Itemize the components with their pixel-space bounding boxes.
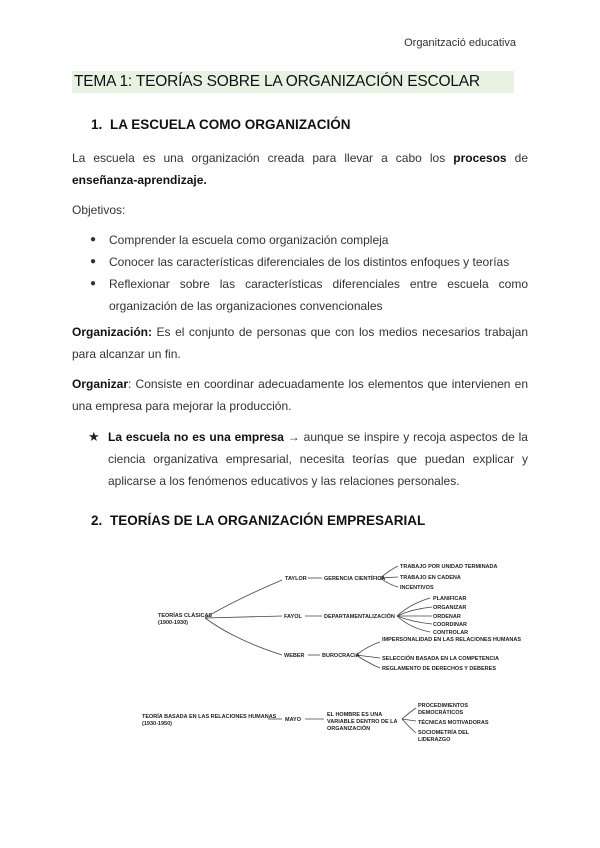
fayol-item: COORDINAR	[433, 622, 467, 628]
concept-gerencia: GERENCIA CIENTÍFICA	[324, 576, 386, 582]
author-mayo: MAYO	[285, 717, 301, 723]
classical-root-line1: TEORÍAS CLÁSICAS	[158, 613, 213, 619]
organizacion-term: Organización:	[72, 325, 153, 339]
organizacion-text: Es el conjunto de personas que con los medios necesarios trabajan para alcanzar un fin.	[72, 325, 528, 361]
weber-item: SELECCIÓN BASADA EN LA COMPETENCIA	[382, 656, 499, 662]
section-2-number: 2.	[91, 513, 103, 528]
author-fayol: FAYOL	[284, 614, 302, 620]
section-1-title: LA ESCUELA COMO ORGANIZACIÓN	[110, 117, 351, 132]
mayo-item: SOCIOMETRÍA DEL	[418, 730, 470, 736]
classical-root-line2: (1900-1930)	[158, 620, 188, 626]
intro-bold: procesos	[453, 151, 507, 165]
intro-bold-2: enseñanza-aprendizaje.	[72, 173, 207, 187]
document-header-label: Organització educativa	[404, 37, 516, 49]
fayol-item: PLANIFICAR	[433, 596, 467, 602]
bullet-icon: ●	[90, 234, 97, 245]
mayo-concept-line3: ORGANIZACIÓN	[327, 726, 371, 732]
list-item: ● Conocer las características diferenciales de los distintos enfoques y teorías	[90, 251, 528, 273]
taylor-item: TRABAJO POR UNIDAD TERMINADA	[400, 564, 498, 570]
author-taylor: TAYLOR	[285, 576, 307, 582]
bullet-icon: ●	[90, 278, 97, 289]
organizar-term: Organizar	[72, 377, 129, 391]
mayo-concept-line2: VARIABLE DENTRO DE LA	[327, 719, 398, 725]
concept-burocracia: BUROCRACIA	[322, 653, 360, 659]
bullet-icon: ●	[90, 256, 97, 267]
intro-text: La escuela es una organización creada para llevar a cabo los	[72, 151, 446, 165]
star-bold: La escuela no es una empresa	[108, 430, 284, 444]
fayol-item: ORDENAR	[433, 614, 461, 620]
relations-root-line2: (1930-1950)	[142, 721, 172, 727]
taylor-item: TRABAJO EN CADENA	[400, 575, 461, 581]
mayo-concept-line1: EL HOMBRE ES UNA	[327, 712, 383, 718]
intro-mid: de	[514, 151, 529, 165]
star-text: aunque se inspire y recoja aspectos de la ciencia organizativa empresarial, necesita teorías que puedan explicar y aplicarse a los fenómenos educativos y las relaciones personales.	[108, 430, 528, 488]
arrow-icon: →	[287, 430, 300, 444]
relations-root-line1: TEORÍA BASADA EN LAS RELACIONES HUMANAS	[142, 714, 277, 720]
mayo-item: LIDERAZGO	[418, 737, 451, 743]
mayo-item: DEMOCRÁTICOS	[418, 710, 464, 716]
author-weber: WEBER	[284, 653, 305, 659]
section-1-number: 1.	[91, 117, 103, 132]
star-icon: ★	[88, 429, 100, 444]
concept-departamentalizacion: DEPARTAMENTALIZACIÓN	[324, 614, 395, 620]
weber-item: IMPERSONALIDAD EN LAS RELACIONES HUMANAS	[382, 637, 522, 643]
mayo-item: PROCEDIMIENTOS	[418, 703, 469, 709]
list-item: ● Reflexionar sobre las características diferenciales entre escuela como organización de las organizaciones convencionales	[90, 273, 528, 317]
weber-item: REGLAMENTO DE DERECHOS Y DEBERES	[382, 666, 496, 672]
taylor-item: INCENTIVOS	[400, 585, 434, 591]
fayol-item: ORGANIZAR	[433, 605, 467, 611]
section-2-title: TEORÍAS DE LA ORGANIZACIÓN EMPRESARIAL	[110, 513, 426, 528]
page-title: TEMA 1: TEORÍAS SOBRE LA ORGANIZACIÓN ESCOLAR	[74, 73, 480, 90]
objectives-label: Objetivos:	[72, 203, 126, 217]
list-item: ● Comprender la escuela como organización compleja	[90, 229, 528, 251]
mayo-item: TÉCNICAS MOTIVADORAS	[418, 720, 489, 726]
organizar-text: : Consiste en coordinar adecuadamente los elementos que intervienen en una empresa para mejorar la producción.	[72, 377, 528, 413]
fayol-item: CONTROLAR	[433, 630, 469, 636]
